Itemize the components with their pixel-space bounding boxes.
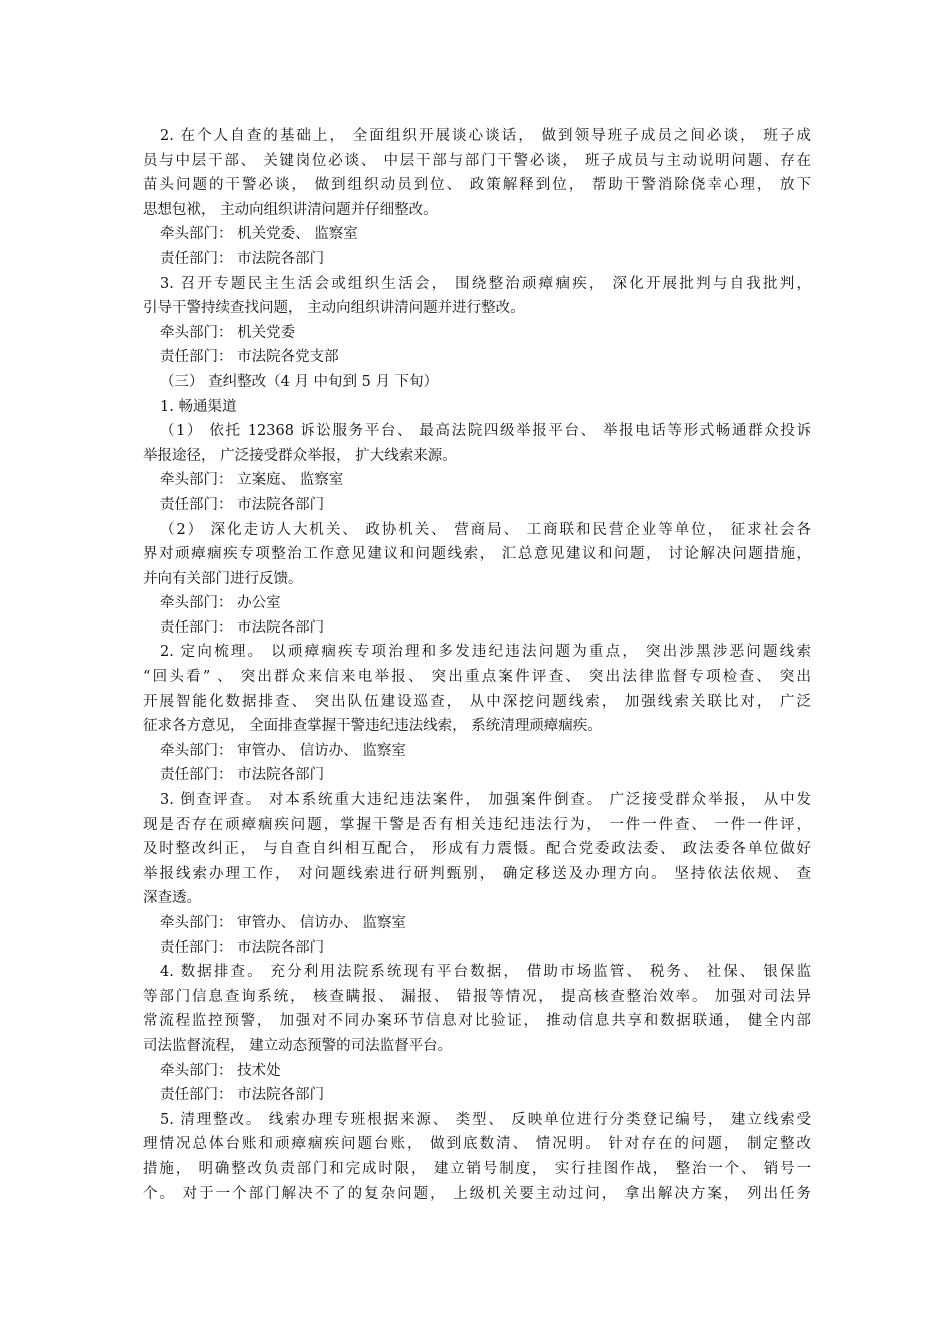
text-line: 责任部门： 市法院各党支部 (160, 349, 339, 366)
text-line: 举报途径， 广泛接受群众举报， 扩大线索来源。 (143, 447, 457, 464)
text-line: 5. 清理整改。 线索办理专班根据来源、 类型、 反映单位进行分类登记编号， 建立线索受 (160, 1111, 811, 1128)
text-line: 等部门信息查询系统， 核查瞒报、 漏报、 错报等情况， 提高核查整治效率。 加强对司法异 (143, 988, 811, 1005)
text-line: 现是否存在顽瘴痼疾问题，掌握干警是否有相关违纪违法行为， 一件一件查、 一件一件评， (143, 816, 811, 833)
text-line: 常流程监控预警， 加强对不同办案环节信息对比验证， 推动信息共享和数据联通， 健全内部 (143, 1013, 811, 1030)
text-line: 开展智能化数据排查、 突出队伍建设巡查， 从中深挖问题线索， 加强线索关联比对， 广泛 (143, 693, 811, 710)
text-line: 界对顽瘴痼疾专项整治工作意见建议和问题线索， 汇总意见建议和问题， 讨论解决问题措施， (143, 546, 811, 563)
text-line: 理情况总体台账和顽瘴痼疾问题台账， 做到底数清、 情况明。 针对存在的问题， 制定整改 (143, 1136, 811, 1153)
text-line: 责任部门： 市法院各部门 (160, 496, 325, 513)
text-line: 责任部门： 市法院各部门 (160, 939, 325, 956)
text-line: 责任部门： 市法院各部门 (160, 767, 325, 784)
text-line: 牵头部门： 机关党委 (160, 324, 296, 341)
text-line: 责任部门： 市法院各部门 (160, 1087, 325, 1104)
text-line: 责任部门： 市法院各部门 (160, 250, 325, 267)
text-line: 牵头部门： 立案庭、 监察室 (160, 472, 344, 489)
text-line: 征求各方意见， 全面排查掌握干警违纪违法线索， 系统清理顽瘴痼疾。 (143, 718, 602, 735)
text-line: 司法监督流程， 建立动态预警的司法监督平台。 (143, 1037, 453, 1054)
text-line: 牵头部门： 技术处 (160, 1062, 281, 1079)
text-line: 3. 召开专题民主生活会或组织生活会， 围绕整治顽瘴痼疾， 深化开展批判与自我批判， (160, 275, 811, 292)
text-line: 1. 畅通渠道 (160, 398, 237, 415)
text-line: 3. 倒查评查。 对本系统重大违纪违法案件， 加强案件倒查。 广泛接受群众举报， 从中发 (160, 792, 811, 809)
text-line: 牵头部门： 办公室 (160, 595, 281, 612)
text-line: 举报线索办理工作， 对问题线索进行研判甄别， 确定移送及办理方向。 坚持依法依规、 查 (143, 865, 811, 882)
text-line: 2. 在个人自查的基础上， 全面组织开展谈心谈话， 做到领导班子成员之间必谈， 班子成 (160, 128, 811, 144)
text-line: （1） 依托 12368 诉讼服务平台、 最高法院四级举报平台、 举报电话等形式畅通群众投诉 (160, 423, 811, 440)
text-line: 个。 对于一个部门解决不了的复杂问题， 上级机关要主动过问， 拿出解决方案， 列出任务 (143, 1185, 811, 1202)
text-line: 措施， 明确整改负责部门和完成时限， 建立销号制度， 实行挂图作战， 整治一个、 销号一 (143, 1160, 811, 1177)
text-line: 及时整改纠正， 与自查自纠相互配合， 形成有力震慑。配合党委政法委、 政法委各单位做好 (143, 841, 811, 858)
text-line: 责任部门： 市法院各部门 (160, 619, 325, 636)
text-line: （三） 查纠整改（4 月 中旬到 5 月 下旬） (160, 373, 439, 390)
text-line: 2. 定向梳理。 以顽瘴痼疾专项治理和多发违纪违法问题为重点， 突出涉黑涉恶问题线索 (160, 644, 811, 661)
text-line: 牵头部门： 机关党委、 监察室 (160, 226, 358, 243)
text-line: 并向有关部门进行反馈。 (143, 570, 303, 587)
text-line: （2） 深化走访人大机关、 政协机关、 营商局、 工商联和民营企业等单位， 征求社会各 (160, 521, 811, 538)
text-line: 4. 数据排查。 充分利用法院系统现有平台数据， 借助市场监管、 税务、 社保、 银保监 (160, 964, 811, 981)
text-line: 牵头部门： 审管办、 信访办、 监察室 (160, 742, 406, 759)
text-line: 牵头部门： 审管办、 信访办、 监察室 (160, 915, 406, 931)
text-line: 深查透。 (143, 890, 201, 907)
text-line: “回头看” 、 突出群众来信来电举报、 突出重点案件评查、 突出法律监督专项检查、 突出 (143, 669, 811, 686)
text-line: 引导干警持续查找问题， 主动向组织讲清问题并进行整改。 (143, 300, 525, 317)
text-line: 苗头问题的干警必谈， 做到组织动员到位、 政策解释到位， 帮助干警消除侥幸心理， 放下 (143, 177, 811, 194)
document-body (143, 124, 811, 1206)
text-line: 思想包袱， 主动向组织讲清问题并仔细整改。 (143, 201, 438, 218)
text-line: 员与中层干部、 关键岗位必谈、 中层干部与部门干警必谈， 班子成员与主动说明问题、存在 (143, 152, 811, 169)
